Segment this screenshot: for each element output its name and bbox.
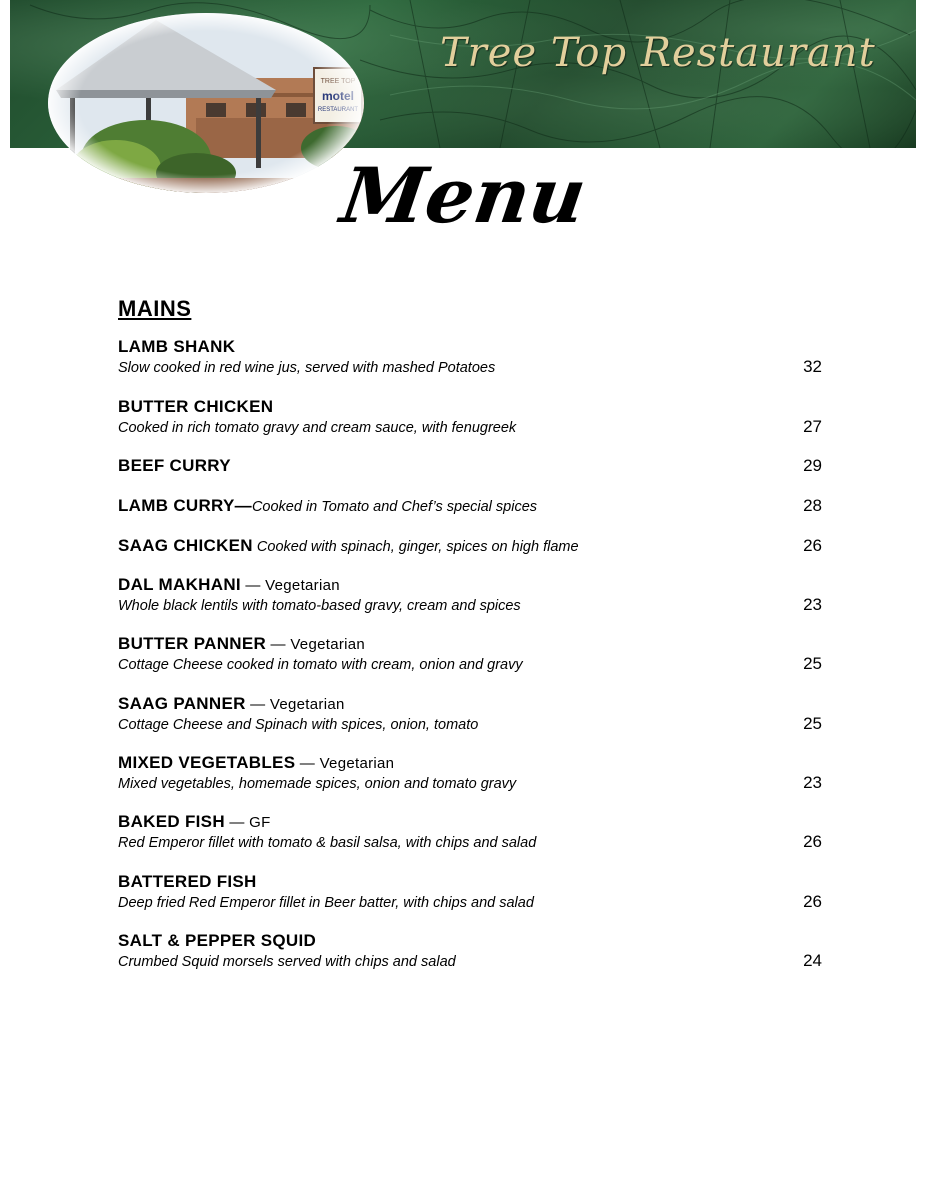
- item-description: Slow cooked in red wine jus, served with mashed Potatoes: [118, 360, 496, 376]
- item-price: 32: [803, 357, 822, 376]
- item-price: 25: [803, 714, 822, 733]
- menu-item: [118, 694, 828, 733]
- item-name: SAAG CHICKEN Cooked with spinach, ginger, spices on high flame: [118, 536, 579, 555]
- section-title-mains: MAINS: [118, 296, 192, 321]
- menu-item: [118, 575, 828, 614]
- menu-item: [118, 496, 828, 516]
- item-price: 26: [803, 832, 822, 851]
- item-description: Mixed vegetables, homemade spices, onion and tomato gravy: [118, 776, 517, 792]
- item-name: SALT & PEPPER SQUID: [118, 931, 317, 950]
- item-tag: — Vegetarian: [266, 636, 366, 653]
- menu-item: [118, 872, 828, 911]
- item-inline-description: Cooked with spinach, ginger, spices on high flame: [252, 539, 579, 555]
- item-name: BATTERED FISH: [118, 872, 257, 891]
- item-price: 26: [803, 536, 822, 555]
- menu-item: [118, 634, 828, 673]
- item-name: DAL MAKHANI — Vegetarian: [118, 575, 340, 594]
- menu-item: [118, 812, 828, 851]
- item-tag: — Vegetarian: [295, 755, 395, 772]
- page-title: Menu: [335, 151, 592, 240]
- item-tag: — Vegetarian: [245, 696, 345, 713]
- menu-item: [118, 753, 828, 792]
- item-price: 26: [803, 892, 822, 911]
- item-tag: — Vegetarian: [240, 577, 340, 594]
- item-name: MIXED VEGETABLES — Vegetarian: [118, 753, 395, 772]
- item-name: BUTTER CHICKEN: [118, 397, 274, 416]
- item-description: Cottage Cheese cooked in tomato with cream, onion and gravy: [118, 657, 523, 673]
- item-name: LAMB SHANK: [118, 337, 236, 356]
- item-description: Whole black lentils with tomato-based gravy, cream and spices: [118, 598, 521, 614]
- item-price: 24: [803, 951, 822, 970]
- item-description: Cottage Cheese and Spinach with spices, onion, tomato: [118, 717, 479, 733]
- item-description: Cooked in rich tomato gravy and cream sauce, with fenugreek: [118, 420, 517, 436]
- item-description: Red Emperor fillet with tomato & basil salsa, with chips and salad: [118, 835, 537, 851]
- item-price: 25: [803, 654, 822, 673]
- menu-item: [118, 397, 828, 436]
- item-description: Crumbed Squid morsels served with chips and salad: [118, 954, 456, 970]
- menu-item: [118, 337, 828, 376]
- item-price: 27: [803, 417, 822, 436]
- item-price: 29: [803, 456, 822, 475]
- item-name: BEEF CURRY: [118, 456, 231, 475]
- item-name: BUTTER PANNER — Vegetarian: [118, 634, 366, 653]
- item-tag: — GF: [224, 814, 271, 831]
- menu-item: [118, 456, 828, 476]
- item-price: 23: [803, 595, 822, 614]
- item-name: SAAG PANNER — Vegetarian: [118, 694, 345, 713]
- restaurant-name: Tree Top Restaurant: [440, 30, 876, 76]
- menu-item: [118, 931, 828, 970]
- item-price: 28: [803, 496, 822, 515]
- item-name: BAKED FISH — GF: [118, 812, 271, 831]
- item-inline-description: Cooked in Tomato and Chef’s special spices: [251, 499, 538, 515]
- item-price: 23: [803, 773, 822, 792]
- menu-item: [118, 536, 828, 556]
- item-description: Deep fried Red Emperor fillet in Beer batter, with chips and salad: [118, 895, 534, 911]
- item-name: LAMB CURRY—Cooked in Tomato and Chef’s special spices: [118, 496, 538, 515]
